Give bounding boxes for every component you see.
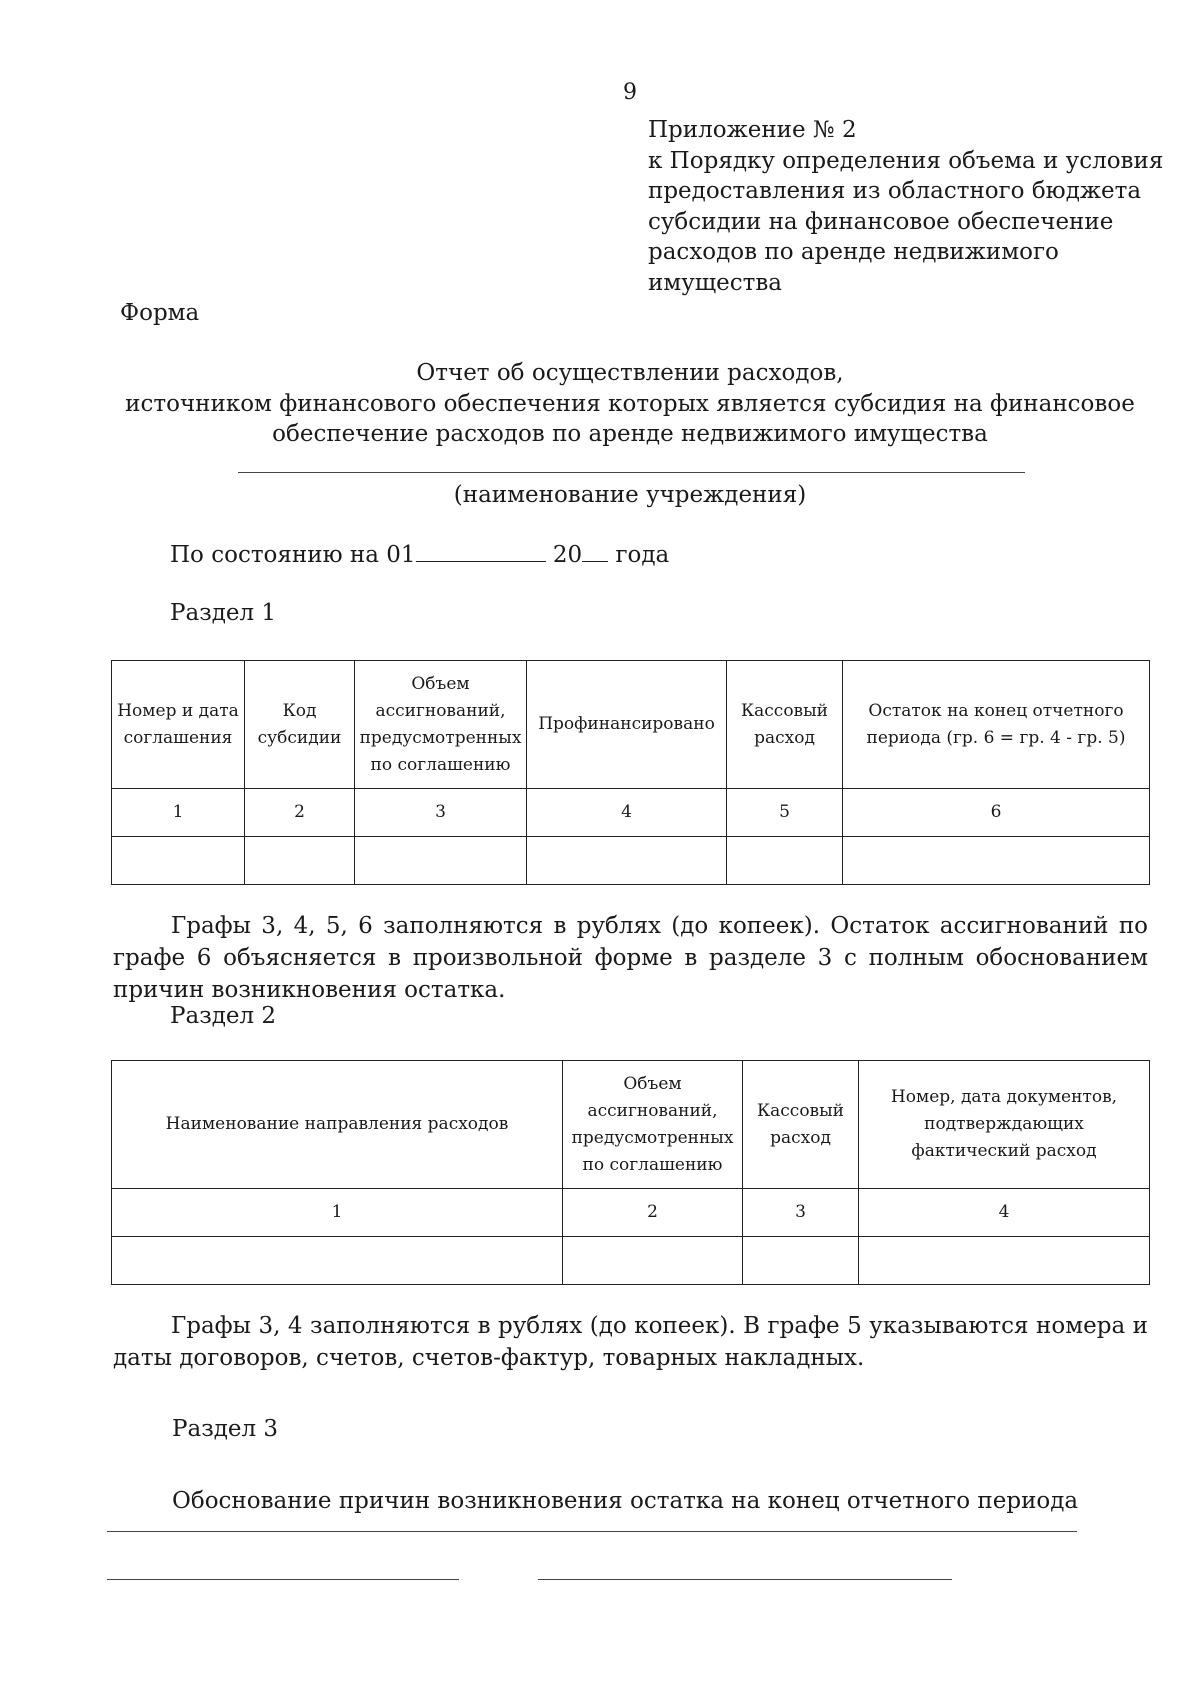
as-of-date	[170, 540, 669, 570]
column-number-cell: 2	[245, 789, 355, 837]
justification-label: Обоснование причин возникновения остатка на конец отчетного периода	[172, 1488, 1079, 1514]
column-number-cell: 4	[859, 1189, 1150, 1237]
title-line: Отчет об осуществлении расходов,	[416, 360, 844, 386]
table-header-cell: Кассовый расход	[727, 661, 843, 789]
data-entry-cell[interactable]	[112, 1237, 563, 1285]
signature-line-left[interactable]	[107, 1579, 459, 1580]
table-header-cell: Объем ассигнований, предусмотренных по соглашению	[563, 1061, 743, 1189]
data-entry-cell[interactable]	[727, 837, 843, 885]
section-2-note-text: Графы 3, 4 заполняются в рублях (до копеек). В графе 5 указываются номера и даты договоров, счетов, счетов-фактур, товарных накладных.	[113, 1313, 1148, 1371]
section-3-heading: Раздел 3	[172, 1416, 279, 1442]
appendix-line: субсидии на финансовое обеспечение	[648, 208, 1114, 235]
appendix-header	[648, 115, 1168, 298]
data-entry-cell[interactable]	[859, 1237, 1150, 1285]
table-header-cell: Остаток на конец отчетного периода (гр. 6 = гр. 4 - гр. 5)	[843, 661, 1150, 789]
column-number-cell: 6	[843, 789, 1150, 837]
signature-line-right[interactable]	[538, 1579, 952, 1580]
institution-caption: (наименование учреждения)	[453, 482, 807, 508]
as-of-prefix: По состоянию на 01	[170, 542, 416, 568]
column-number-cell: 4	[527, 789, 727, 837]
year-blank[interactable]	[582, 543, 608, 562]
table-header-cell: Профинансировано	[527, 661, 727, 789]
month-blank[interactable]	[416, 543, 546, 562]
appendix-line: предоставления из областного бюджета	[648, 178, 1142, 204]
data-entry-cell[interactable]	[843, 837, 1150, 885]
appendix-line: Приложение № 2	[648, 117, 857, 143]
table-header-cell: Наименование направления расходов	[112, 1061, 563, 1189]
column-number-cell: 2	[563, 1189, 743, 1237]
table-header-cell: Объем ассигнований, предусмотренных по соглашению	[355, 661, 527, 789]
data-entry-cell[interactable]	[245, 837, 355, 885]
section-1-note	[113, 910, 1148, 1006]
data-entry-cell[interactable]	[527, 837, 727, 885]
table-header-cell: Номер и дата соглашения	[112, 661, 245, 789]
justification-line[interactable]	[107, 1531, 1077, 1532]
column-number-cell: 3	[743, 1189, 859, 1237]
table-header-cell: Кассовый расход	[743, 1061, 859, 1189]
data-entry-cell[interactable]	[563, 1237, 743, 1285]
as-of-year-prefix: 20	[552, 542, 583, 568]
table-header-cell: Номер, дата документов, подтверждающих фактический расход	[859, 1061, 1150, 1189]
form-label: Форма	[120, 300, 200, 326]
section-1-table	[111, 660, 1150, 885]
data-entry-cell[interactable]	[743, 1237, 859, 1285]
appendix-line: расходов по аренде недвижимого	[648, 239, 1059, 265]
section-2-heading: Раздел 2	[170, 1003, 277, 1029]
appendix-line: имущества	[648, 269, 783, 296]
as-of-suffix: года	[615, 542, 670, 568]
data-entry-cell[interactable]	[112, 837, 245, 885]
title-line: обеспечение расходов по аренде недвижимого имущества	[272, 421, 988, 447]
data-entry-cell[interactable]	[355, 837, 527, 885]
section-2-note	[113, 1310, 1148, 1374]
appendix-line: к Порядку определения объема и условия	[648, 147, 1164, 174]
column-number-cell: 1	[112, 789, 245, 837]
page-number: 9	[623, 80, 637, 105]
section-1-heading: Раздел 1	[170, 600, 277, 626]
table-header-cell: Код субсидии	[245, 661, 355, 789]
column-number-cell: 1	[112, 1189, 563, 1237]
title-line: источником финансового обеспечения которых является субсидия на финансовое	[125, 390, 1135, 417]
section-2-table	[111, 1060, 1150, 1285]
report-title	[100, 358, 1160, 450]
institution-name-line[interactable]	[238, 472, 1025, 473]
column-number-cell: 5	[727, 789, 843, 837]
column-number-cell: 3	[355, 789, 527, 837]
section-1-note-text: Графы 3, 4, 5, 6 заполняются в рублях (до копеек). Остаток ассигнований по графе 6 объясняется в произвольной форме в разделе 3 с полным обоснованием причин возникновения остатка.	[113, 913, 1148, 1003]
